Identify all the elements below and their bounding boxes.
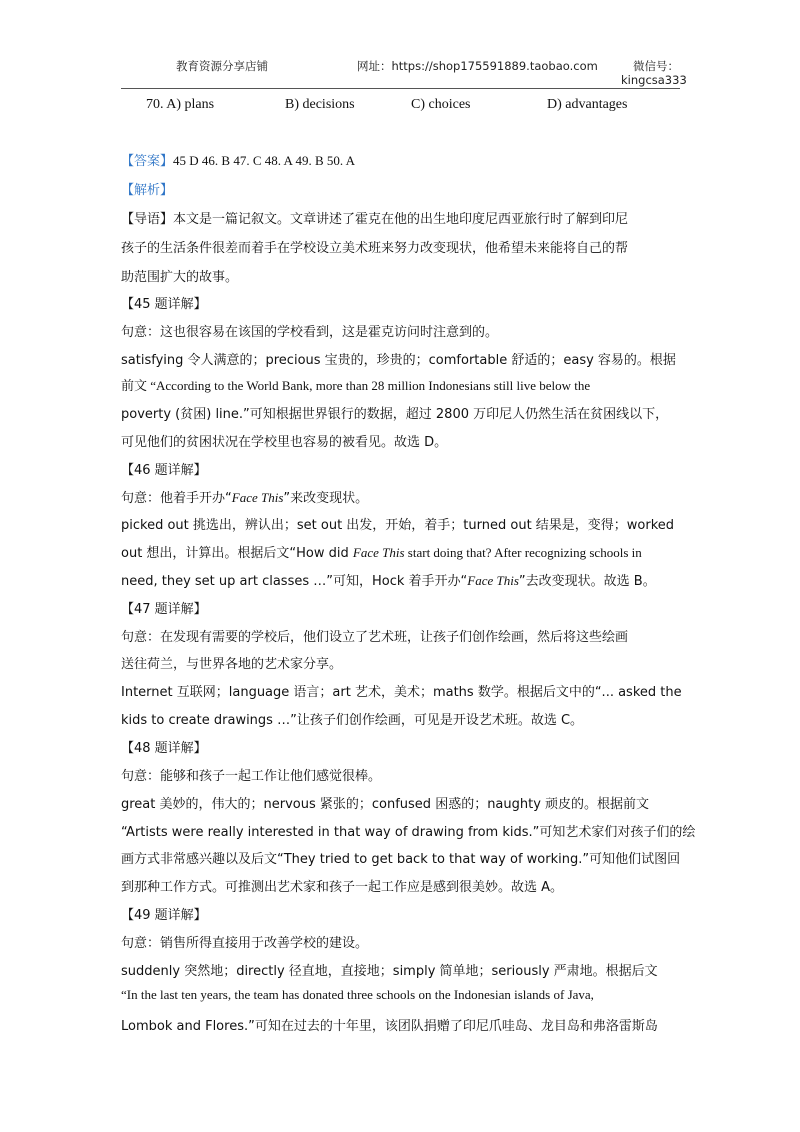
- q49-line-2: suddenly 突然地；directly 径直地，直接地；simply 简单地；seriously 严肃地。根据后文: [121, 964, 658, 979]
- option-a: 70. A) plans: [146, 97, 215, 112]
- option-d: D) advantages: [547, 97, 628, 112]
- answer-label: 【答案】: [121, 154, 174, 169]
- q45-title: 【45 题详解】: [121, 297, 207, 312]
- q47-line-3: Internet 互联网；language 语言；art 艺术，美术；maths 数学。根据后文中的“... asked the: [121, 685, 682, 700]
- q46-l4-c: ”去改变现状。故选 B。: [518, 574, 656, 589]
- q49-line-3: “In the last ten years, the team has donated three schools on the Indonesian islands of Java,: [121, 987, 594, 1002]
- q45-line-2: satisfying 令人满意的；precious 宝贵的，珍贵的；comfortable 舒适的；easy 容易的。根据: [121, 353, 676, 368]
- guide-label: 【导语】: [121, 212, 174, 227]
- header-wechat-id: kingcsa333: [621, 73, 687, 87]
- option-b: B) decisions: [285, 97, 355, 112]
- header-shop-name: 教育资源分享店铺: [176, 59, 268, 73]
- guide-line-1: [121, 208, 628, 227]
- q48-line-4: 画方式非常感兴趣以及后文“They tried to get back to that way of working.”可知他们试图回: [121, 852, 681, 867]
- answer-line: [121, 150, 355, 169]
- q49-line-1: 句意：销售所得直接用于改善学校的建设。: [121, 936, 369, 951]
- guide-line-2: 孩子的生活条件很差而着手在学校设立美术班来努力改变现状，他希望未来能将自己的帮: [121, 241, 629, 256]
- q48-line-2: great 美妙的，伟大的；nervous 紧张的；confused 困惑的；naughty 顽皮的。根据前文: [121, 797, 650, 812]
- q48-line-3: “Artists were really interested in that way of drawing from kids.”可知艺术家们对孩子们的绘: [121, 825, 696, 840]
- guide-line-3: 助范围扩大的故事。: [121, 270, 239, 285]
- q46-l4-a: need, they set up art classes …”可知，Hock 着手开办“: [121, 574, 468, 589]
- q47-line-1: 句意：在发现有需要的学校后，他们设立了艺术班，让孩子们创作绘画，然后将这些绘画: [121, 630, 629, 645]
- header-shop-url[interactable]: 网址：https://shop175591889.taobao.com: [357, 59, 598, 73]
- header-wechat-label: 微信号：: [633, 59, 679, 73]
- q48-line-1: 句意：能够和孩子一起工作让他们感觉很棒。: [121, 769, 382, 784]
- q46-title: 【46 题详解】: [121, 463, 207, 478]
- option-c: C) choices: [411, 97, 471, 112]
- header-divider: [121, 88, 680, 89]
- q46-line-3: [121, 542, 642, 561]
- q46-l1-b: Face This: [231, 490, 284, 505]
- q46-l4-b: Face This: [467, 573, 519, 588]
- q46-line-1: [121, 487, 368, 506]
- q46-line-2: picked out 挑选出，辨认出；set out 出发，开始，着手；turned out 结果是，变得；worked: [121, 518, 675, 533]
- q49-line-4: Lombok and Flores.”可知在过去的十年里，该团队捐赠了印尼爪哇岛、龙目岛和弗洛雷斯岛: [121, 1019, 658, 1034]
- q46-l1-a: 句意：他着手开办“: [121, 491, 232, 506]
- q46-l3-a: out 想出，计算出。根据后文“How did: [121, 546, 353, 561]
- q47-line-4: kids to create drawings …”让孩子们创作绘画，可见是开设艺术班。故选 C。: [121, 713, 584, 728]
- q46-l3-c: start doing that? After recognizing schools in: [404, 545, 642, 560]
- q48-line-5: 到那种工作方式。可推测出艺术家和孩子一起工作应是感到很美妙。故选 A。: [121, 880, 564, 895]
- q47-title: 【47 题详解】: [121, 602, 207, 617]
- q46-l3-b: Face This: [352, 545, 405, 560]
- q48-title: 【48 题详解】: [121, 741, 207, 756]
- q45-line-3: 前文 “According to the World Bank, more than 28 million Indonesians still live below the: [121, 378, 591, 393]
- q46-l1-c: ”来改变现状。: [283, 491, 369, 506]
- q45-line-5: 可见他们的贫困状况在学校里也容易的被看见。故选 D。: [121, 435, 448, 450]
- answer-value: 45 D 46. B 47. C 48. A 49. B 50. A: [173, 153, 356, 168]
- q47-line-2: 送往荷兰，与世界各地的艺术家分享。: [121, 657, 343, 672]
- guide-text-1: 本文是一篇记叙文。文章讲述了霍克在他的出生地印度尼西亚旅行时了解到印尼: [173, 212, 629, 227]
- q45-line-1: 句意：这也很容易在该国的学校看到，这是霍克访问时注意到的。: [121, 325, 499, 340]
- analysis-label: 【解析】: [121, 183, 174, 198]
- q45-line-4: poverty (贫困) line.”可知根据世界银行的数据，超过 2800 万印尼人仍然生活在贫困线以下，: [121, 407, 669, 422]
- q46-line-4: [121, 570, 656, 589]
- q49-title: 【49 题详解】: [121, 908, 207, 923]
